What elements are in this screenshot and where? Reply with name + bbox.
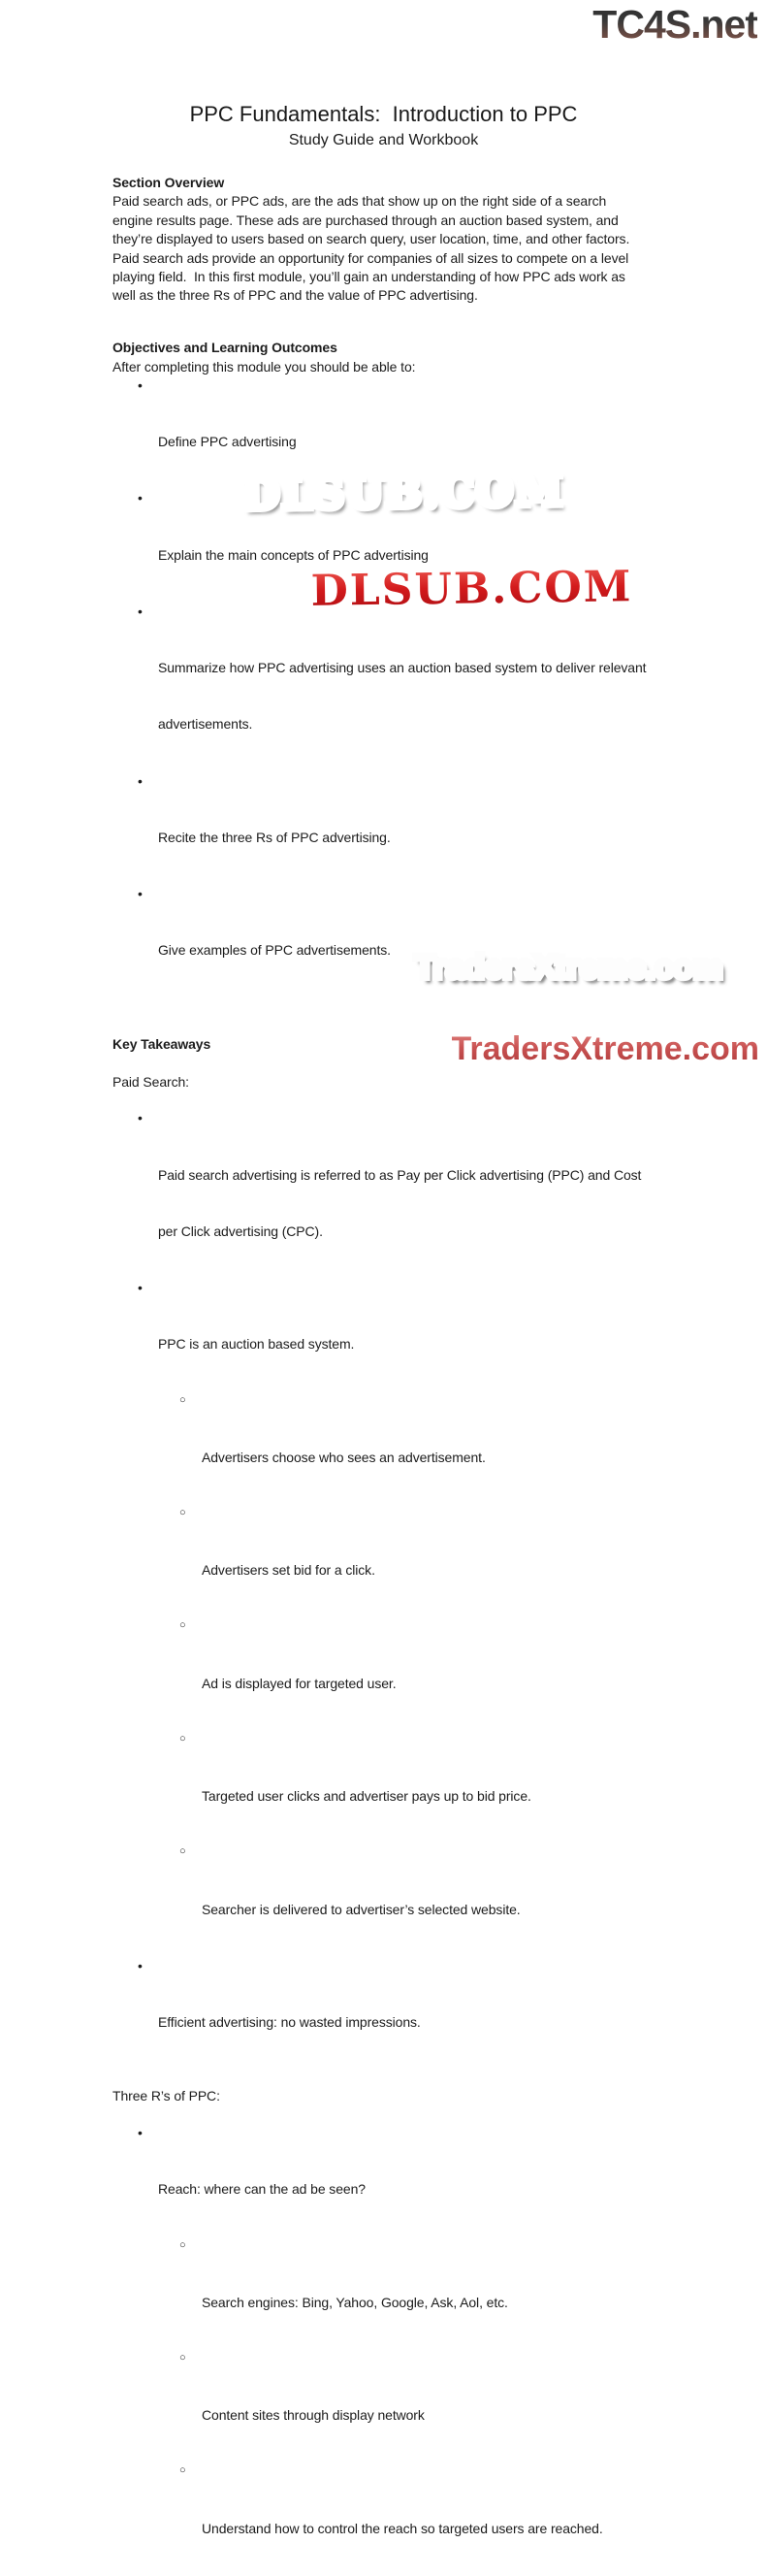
paragraph-line: well as the three Rs of PPC and the value of PPC advertising. (112, 287, 478, 304)
sub-list-item-text: Searcher is delivered to advertiser’s selected website. (202, 1901, 521, 1917)
sub-list-item-text: Advertisers choose who sees an advertisement. (202, 1449, 486, 1465)
list-item-text: Explain the main concepts of PPC advertising (158, 546, 429, 563)
page-title: PPC Fundamentals: Introduction to PPC (189, 102, 578, 126)
list-item-text: Define PPC advertising (158, 434, 297, 450)
dlsub-watermark-outline: DLSUB.COM (241, 466, 565, 520)
circle-bullet-icon: ○ (179, 1393, 186, 1406)
circle-bullet-icon: ○ (179, 2352, 186, 2364)
tradersxtreme-logo-text: TradersXtreme.com (451, 1030, 759, 1067)
bullet-icon: • (138, 1110, 143, 1126)
paid-search-label: Paid Search: (112, 1073, 189, 1090)
sub-list-item (112, 1843, 694, 1956)
page-subtitle: Study Guide and Workbook (288, 132, 479, 148)
sub-list-item-text: Advertisers set bid for a click. (202, 1562, 375, 1579)
sub-list-item (112, 1505, 694, 1617)
sub-list-item (112, 1617, 694, 1730)
sub-list-item (112, 2237, 694, 2350)
document-body (112, 0, 694, 2576)
bullet-icon: • (138, 1280, 143, 1296)
list-item-text: Reach: where can the ad be seen? (158, 2181, 366, 2198)
sub-list-item (112, 1731, 694, 1843)
list-item (112, 1109, 694, 1279)
tradersxtreme-logo-outline: TradersXtreme.com (414, 949, 723, 986)
dlsub-watermark-text: DLSUB.COM (310, 562, 633, 616)
circle-bullet-icon: ○ (179, 2238, 186, 2251)
sub-list-item-text: Search engines: Bing, Yahoo, Google, Ask, Aol, etc. (202, 2294, 508, 2310)
sub-list-item-text: Content sites through display network (202, 2407, 425, 2424)
bullet-icon: • (138, 603, 143, 619)
tc4s-logo: TC4S.net (592, 2, 757, 47)
bullet-icon: • (138, 1957, 143, 1973)
objectives-heading: Objectives and Learning Outcomes (112, 340, 337, 356)
tradersxtreme-logo (415, 947, 759, 1110)
paragraph-line: playing field. In this first module, you’ll gain an understanding of how PPC ads work as (112, 269, 625, 285)
paragraph-line: Paid search ads, or PPC ads, are the ads that show up on the right side of a search (112, 193, 607, 210)
section-overview-paragraph (112, 192, 694, 305)
circle-bullet-icon: ○ (179, 2464, 186, 2477)
circle-bullet-icon: ○ (179, 1619, 186, 1632)
takeaways-list (112, 1109, 694, 2070)
paragraph-line: Paid search ads provide an opportunity for companies of all sizes to compete on a level (112, 249, 629, 266)
three-rs-list (112, 2124, 694, 2576)
sub-list-item (112, 2350, 694, 2462)
bullet-icon: • (138, 490, 143, 506)
sub-list-item-text: Ad is displayed for targeted user. (202, 1675, 397, 1691)
sub-list-item (112, 1392, 694, 1505)
list-item (112, 2124, 694, 2236)
sub-list-item-text: Understand how to control the reach so targeted users are reached. (202, 2520, 603, 2536)
three-rs-label: Three R’s of PPC: (112, 2088, 220, 2104)
list-item (112, 1957, 694, 2070)
bullet-icon: • (138, 377, 143, 394)
section-overview-heading: Section Overview (112, 175, 225, 190)
sub-list-item-text: Targeted user clicks and advertiser pays up to bid price. (202, 1788, 531, 1805)
list-item (112, 772, 694, 885)
key-takeaways-heading: Key Takeaways (112, 1036, 211, 1053)
list-item-text: Paid search advertising is referred to as Pay per Click advertising (PPC) and Cost (158, 1166, 642, 1183)
paragraph-line: they’re displayed to users based on search query, user location, time, and other factors. (112, 231, 630, 247)
circle-bullet-icon: ○ (179, 1506, 186, 1518)
bullet-icon: • (138, 772, 143, 789)
paragraph-line: engine results page. These ads are purchased through an auction based system, and (112, 212, 619, 228)
list-item (112, 1279, 694, 1391)
list-item-text: Summarize how PPC advertising uses an auction based system to deliver relevant (158, 660, 647, 676)
list-item-text: Recite the three Rs of PPC advertising. (158, 829, 391, 845)
list-item-text: PPC is an auction based system. (158, 1336, 355, 1353)
bullet-icon: • (138, 2125, 143, 2141)
circle-bullet-icon: ○ (179, 1732, 186, 1745)
circle-bullet-icon: ○ (179, 1845, 186, 1858)
sub-list-item (112, 2462, 694, 2575)
objectives-intro: After completing this module you should be able to: (112, 358, 416, 375)
bullet-icon: • (138, 886, 143, 902)
list-item-text: Give examples of PPC advertisements. (158, 942, 391, 959)
dlsub-watermark (242, 466, 634, 666)
list-item-text: per Click advertising (CPC). (158, 1223, 323, 1239)
list-item-text: Efficient advertising: no wasted impressions. (158, 2013, 421, 2030)
list-item-text: advertisements. (158, 716, 253, 733)
